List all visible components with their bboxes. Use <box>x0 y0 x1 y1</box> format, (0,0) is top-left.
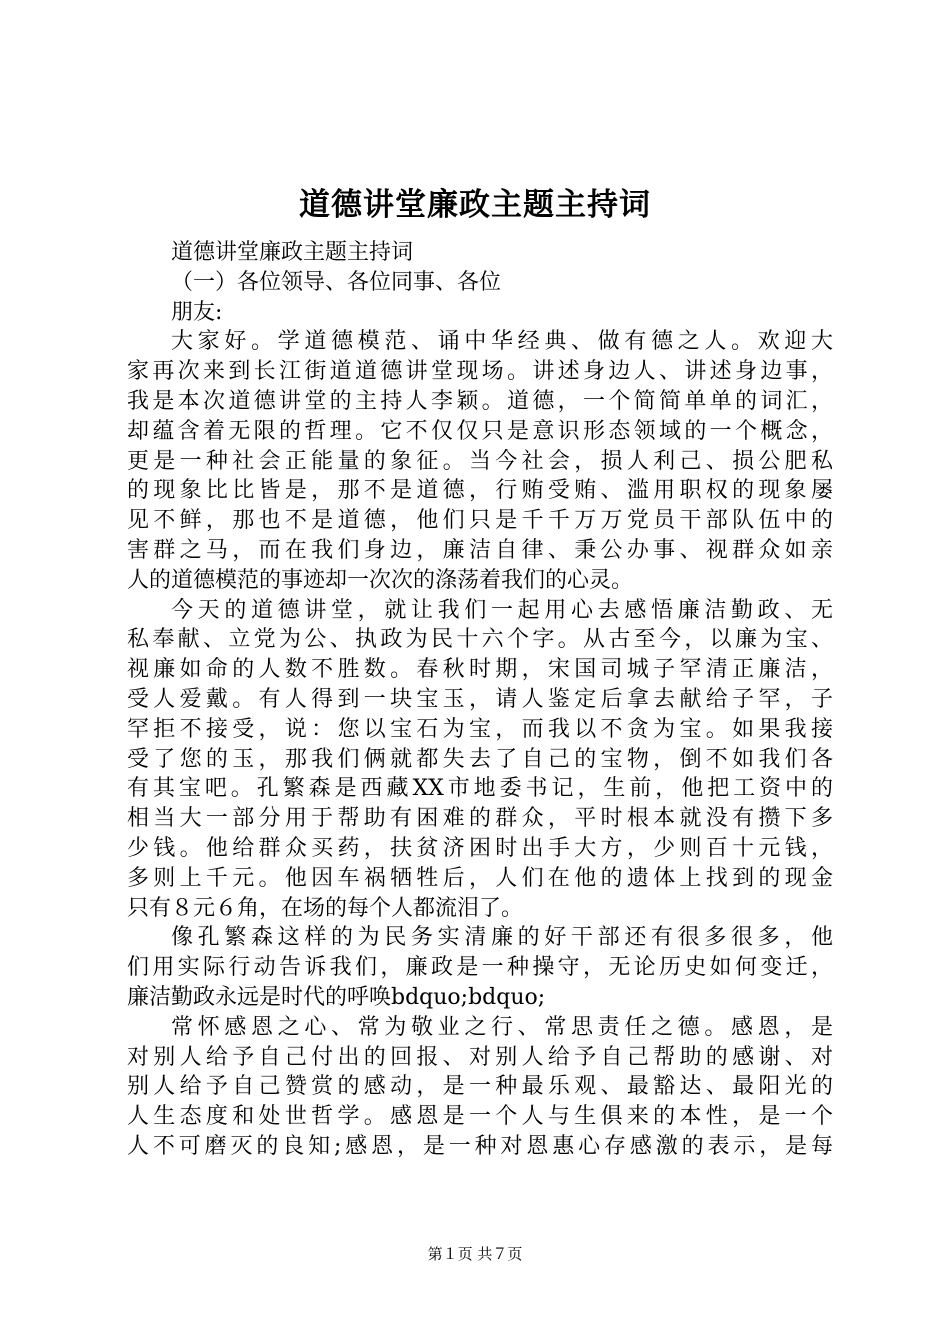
body-line: 少钱。他给群众买药，扶贫济困时出手大方，少则百十元钱， <box>127 835 833 861</box>
body-line: 只有８元６角，在场的每个人都流泪了。 <box>127 895 524 921</box>
body-line: 相当大一部分用于帮助有困难的群众，平时根本就没有攒下多 <box>127 806 833 832</box>
body-line: 今天的道德讲堂，就让我们一起用心去感悟廉洁勤政、无 <box>171 597 833 623</box>
body-line: 对别人给予自己付出的回报、对别人给予自己帮助的感谢、对 <box>127 1044 833 1070</box>
body-line: 像孔繁森这样的为民务实清廉的好干部还有很多很多，他 <box>171 925 833 951</box>
body-line: 常怀感恩之心、常为敬业之行、常思责任之德。感恩，是 <box>171 1014 833 1040</box>
body-line: 多则上千元。他因车祸牺牲后，人们在他的遗体上找到的现金 <box>127 865 833 891</box>
body-line: 我是本次道德讲堂的主持人李颖。道德，一个简简单单的词汇， <box>127 388 833 414</box>
body-line: 大家好。学道德模范、诵中华经典、做有德之人。欢迎大 <box>171 329 833 355</box>
body-line: 罕拒不接受，说：您以宝石为宝，而我以不贪为宝。如果我接 <box>127 716 833 742</box>
body-line: 人生态度和处世哲学。感恩是一个人与生俱来的本性，是一个 <box>127 1104 833 1130</box>
body-line: 的现象比比皆是，那不是道德，行贿受贿、滥用职权的现象屡 <box>127 478 833 504</box>
body-line: 受人爱戴。有人得到一块宝玉，请人鉴定后拿去献给子罕，子 <box>127 686 833 712</box>
page-footer: 第１页 共７页 <box>427 1245 523 1263</box>
document-title: 道德讲堂廉政主题主持词 <box>299 187 651 223</box>
body-line: 私奉献、立党为公、执政为民十六个字。从古至今，以廉为宝、 <box>127 627 833 653</box>
body-line: 见不鲜，那也不是道德，他们只是千千万万党员干部队伍中的 <box>127 508 833 534</box>
body-line: 人不可磨灭的良知;感恩，是一种对恩惠心存感激的表示，是每 <box>127 1133 833 1159</box>
body-line: 受了您的玉，那我们俩就都失去了自己的宝物，倒不如我们各 <box>127 746 833 772</box>
body-line: 朋友: <box>171 299 223 325</box>
body-line: 别人给予自己赞赏的感动，是一种最乐观、最豁达、最阳光的 <box>127 1074 833 1100</box>
body-line: （一）各位领导、各位同事、各位 <box>171 269 502 295</box>
body-line: 廉洁勤政永远是时代的呼唤bdquo;bdquo; <box>127 984 546 1010</box>
body-line: 道德讲堂廉政主题主持词 <box>171 240 414 265</box>
body-line: 有其宝吧。孔繁森是西藏XX市地委书记，生前，他把工资中的 <box>127 776 833 802</box>
body-line: 却蕴含着无限的哲理。它不仅仅只是意识形态领域的一个概念， <box>127 418 833 444</box>
body-line: 更是一种社会正能量的象征。当今社会，损人利己、损公肥私 <box>127 448 833 474</box>
body-line: 们用实际行动告诉我们，廉政是一种操守，无论历史如何变迁， <box>127 955 833 981</box>
body-line: 害群之马，而在我们身边，廉洁自律、秉公办事、视群众如亲 <box>127 537 833 563</box>
body-line: 家再次来到长江街道道德讲堂现场。讲述身边人、讲述身边事， <box>127 359 833 385</box>
document-body <box>127 238 833 1162</box>
body-line: 人的道德模范的事迹却一次次的涤荡着我们的心灵。 <box>127 567 634 593</box>
body-line: 视廉如命的人数不胜数。春秋时期，宋国司城子罕清正廉洁， <box>127 657 833 683</box>
